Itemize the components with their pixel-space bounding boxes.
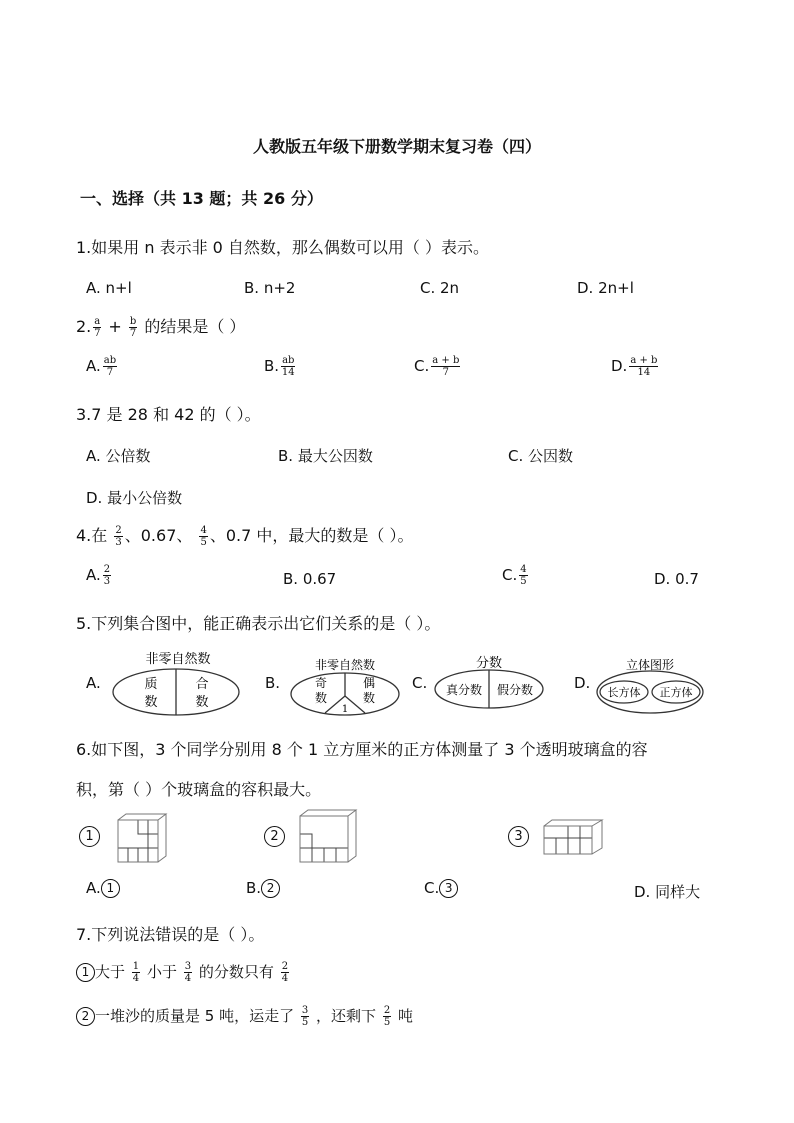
question-4: 4.在 $\frac{2}{3}$ 、0.67、 $\frac{4}{5}$ 、0.7 中，最大的数是（ ）。 xyxy=(76,525,414,548)
svg-text:数: 数 xyxy=(144,695,158,710)
svg-text:1: 1 xyxy=(341,704,349,715)
svg-text:立体图形: 立体图形 xyxy=(625,658,675,672)
q5-option-b-label: B. xyxy=(265,674,281,692)
circled-number: 3 xyxy=(439,879,458,898)
q6-option-c: C. 3 xyxy=(424,879,458,898)
q1-option-c: C. 2n xyxy=(420,279,460,297)
q5-option-a-label: A. xyxy=(86,674,101,692)
q4-option-b: B. 0.67 xyxy=(283,570,337,588)
set-diagram-d xyxy=(594,654,706,716)
circled-number: 1 xyxy=(76,963,95,982)
svg-text:分数: 分数 xyxy=(475,656,503,671)
q2-option-b: B. $\frac{ab}{14}$ xyxy=(264,355,295,378)
fraction: $\frac{4}{5}$ xyxy=(200,525,207,548)
svg-text:非零自然数: 非零自然数 xyxy=(314,658,376,672)
svg-text:真分数: 真分数 xyxy=(445,683,483,697)
q6-option-a: A. 1 xyxy=(86,879,120,898)
statement-1: 1 大于 $\frac{1}{4}$ 小于 $\frac{3}{4}$ 的分数只有 $\frac{2}{4}$ xyxy=(76,961,291,984)
svg-text:长方体: 长方体 xyxy=(607,686,641,699)
question-6-line-2: 积，第（ ）个玻璃盒的容积最大。 xyxy=(76,780,322,799)
figure-number: 2 xyxy=(264,826,285,847)
q5-option-c-label: C. xyxy=(412,674,428,692)
question-3: 3.7 是 28 和 42 的（ ）。 xyxy=(76,405,261,424)
question-6-line-1: 6.如下图，3 个同学分别用 8 个 1 立方厘米的正方体测量了 3 个透明玻璃盒的容 xyxy=(76,740,648,759)
set-diagram-b xyxy=(287,654,403,716)
statement-2: 2 一堆沙的质量是 5 吨，运走了 $\frac{3}{5}$ ，还剩下 $\frac{2}{5}$ 吨 xyxy=(76,1005,413,1028)
svg-text:正方体: 正方体 xyxy=(659,686,693,699)
circled-number: 2 xyxy=(261,879,280,898)
svg-text:数: 数 xyxy=(314,691,328,705)
circled-number: 2 xyxy=(76,1007,95,1026)
question-2: 2. $\frac{a}{7}$ + $\frac{b}{7}$ 的结果是（ ） xyxy=(76,316,246,339)
set-diagram-a xyxy=(106,648,244,716)
question-5: 5.下列集合图中，能正确表示出它们关系的是（ ）。 xyxy=(76,614,441,633)
svg-text:质: 质 xyxy=(144,677,158,692)
figure-number: 1 xyxy=(79,826,100,847)
q3-option-c: C. 公因数 xyxy=(508,447,574,465)
fraction: $\frac{2}{3}$ xyxy=(115,525,122,548)
set-diagram-c xyxy=(432,652,546,712)
q2-option-c: C. $\frac{a + b}{7}$ xyxy=(414,355,460,378)
q5-option-d-label: D. xyxy=(574,674,591,692)
glass-box-figure-2 xyxy=(296,806,358,868)
q3-option-a: A. 公倍数 xyxy=(86,447,151,465)
question-1: 1.如果用 n 表示非 0 自然数，那么偶数可以用（ ）表示。 xyxy=(76,238,490,257)
figure-number: 3 xyxy=(508,826,529,847)
svg-text:数: 数 xyxy=(195,695,209,710)
q4-option-d: D. 0.7 xyxy=(654,570,699,588)
glass-box-figure-1 xyxy=(114,810,172,866)
section-heading: 一、选择（共 13 题；共 26 分） xyxy=(80,189,323,208)
q3-option-d: D. 最小公倍数 xyxy=(86,489,183,507)
q2-option-d: D. $\frac{a + b}{14}$ xyxy=(611,355,658,378)
svg-text:奇: 奇 xyxy=(314,676,328,690)
q6-option-b: B. 2 xyxy=(246,879,280,898)
question-7: 7.下列说法错误的是（ ）。 xyxy=(76,925,265,944)
fraction: $\frac{b}{7}$ xyxy=(129,316,137,339)
q6-option-d: D. 同样大 xyxy=(634,883,701,901)
q4-option-c: C. $\frac{4}{5}$ xyxy=(502,564,527,587)
glass-box-figure-3 xyxy=(540,814,606,860)
svg-text:合: 合 xyxy=(195,677,209,692)
q3-option-b: B. 最大公因数 xyxy=(278,447,373,465)
svg-text:假分数: 假分数 xyxy=(496,683,534,697)
circled-number: 1 xyxy=(101,879,120,898)
diagram-top-label: 非零自然数 xyxy=(145,652,211,667)
q1-option-d: D. 2n+l xyxy=(577,279,634,297)
fraction: $\frac{a}{7}$ xyxy=(94,316,101,339)
page-title: 人教版五年级下册数学期末复习卷（四） xyxy=(252,137,541,156)
q1-option-a: A. n+l xyxy=(86,279,132,297)
q4-option-a: A. $\frac{2}{3}$ xyxy=(86,564,111,587)
q1-option-b: B. n+2 xyxy=(244,279,296,297)
svg-text:数: 数 xyxy=(362,691,376,705)
q2-option-a: A. $\frac{ab}{7}$ xyxy=(86,355,117,378)
svg-text:偶: 偶 xyxy=(362,676,376,690)
